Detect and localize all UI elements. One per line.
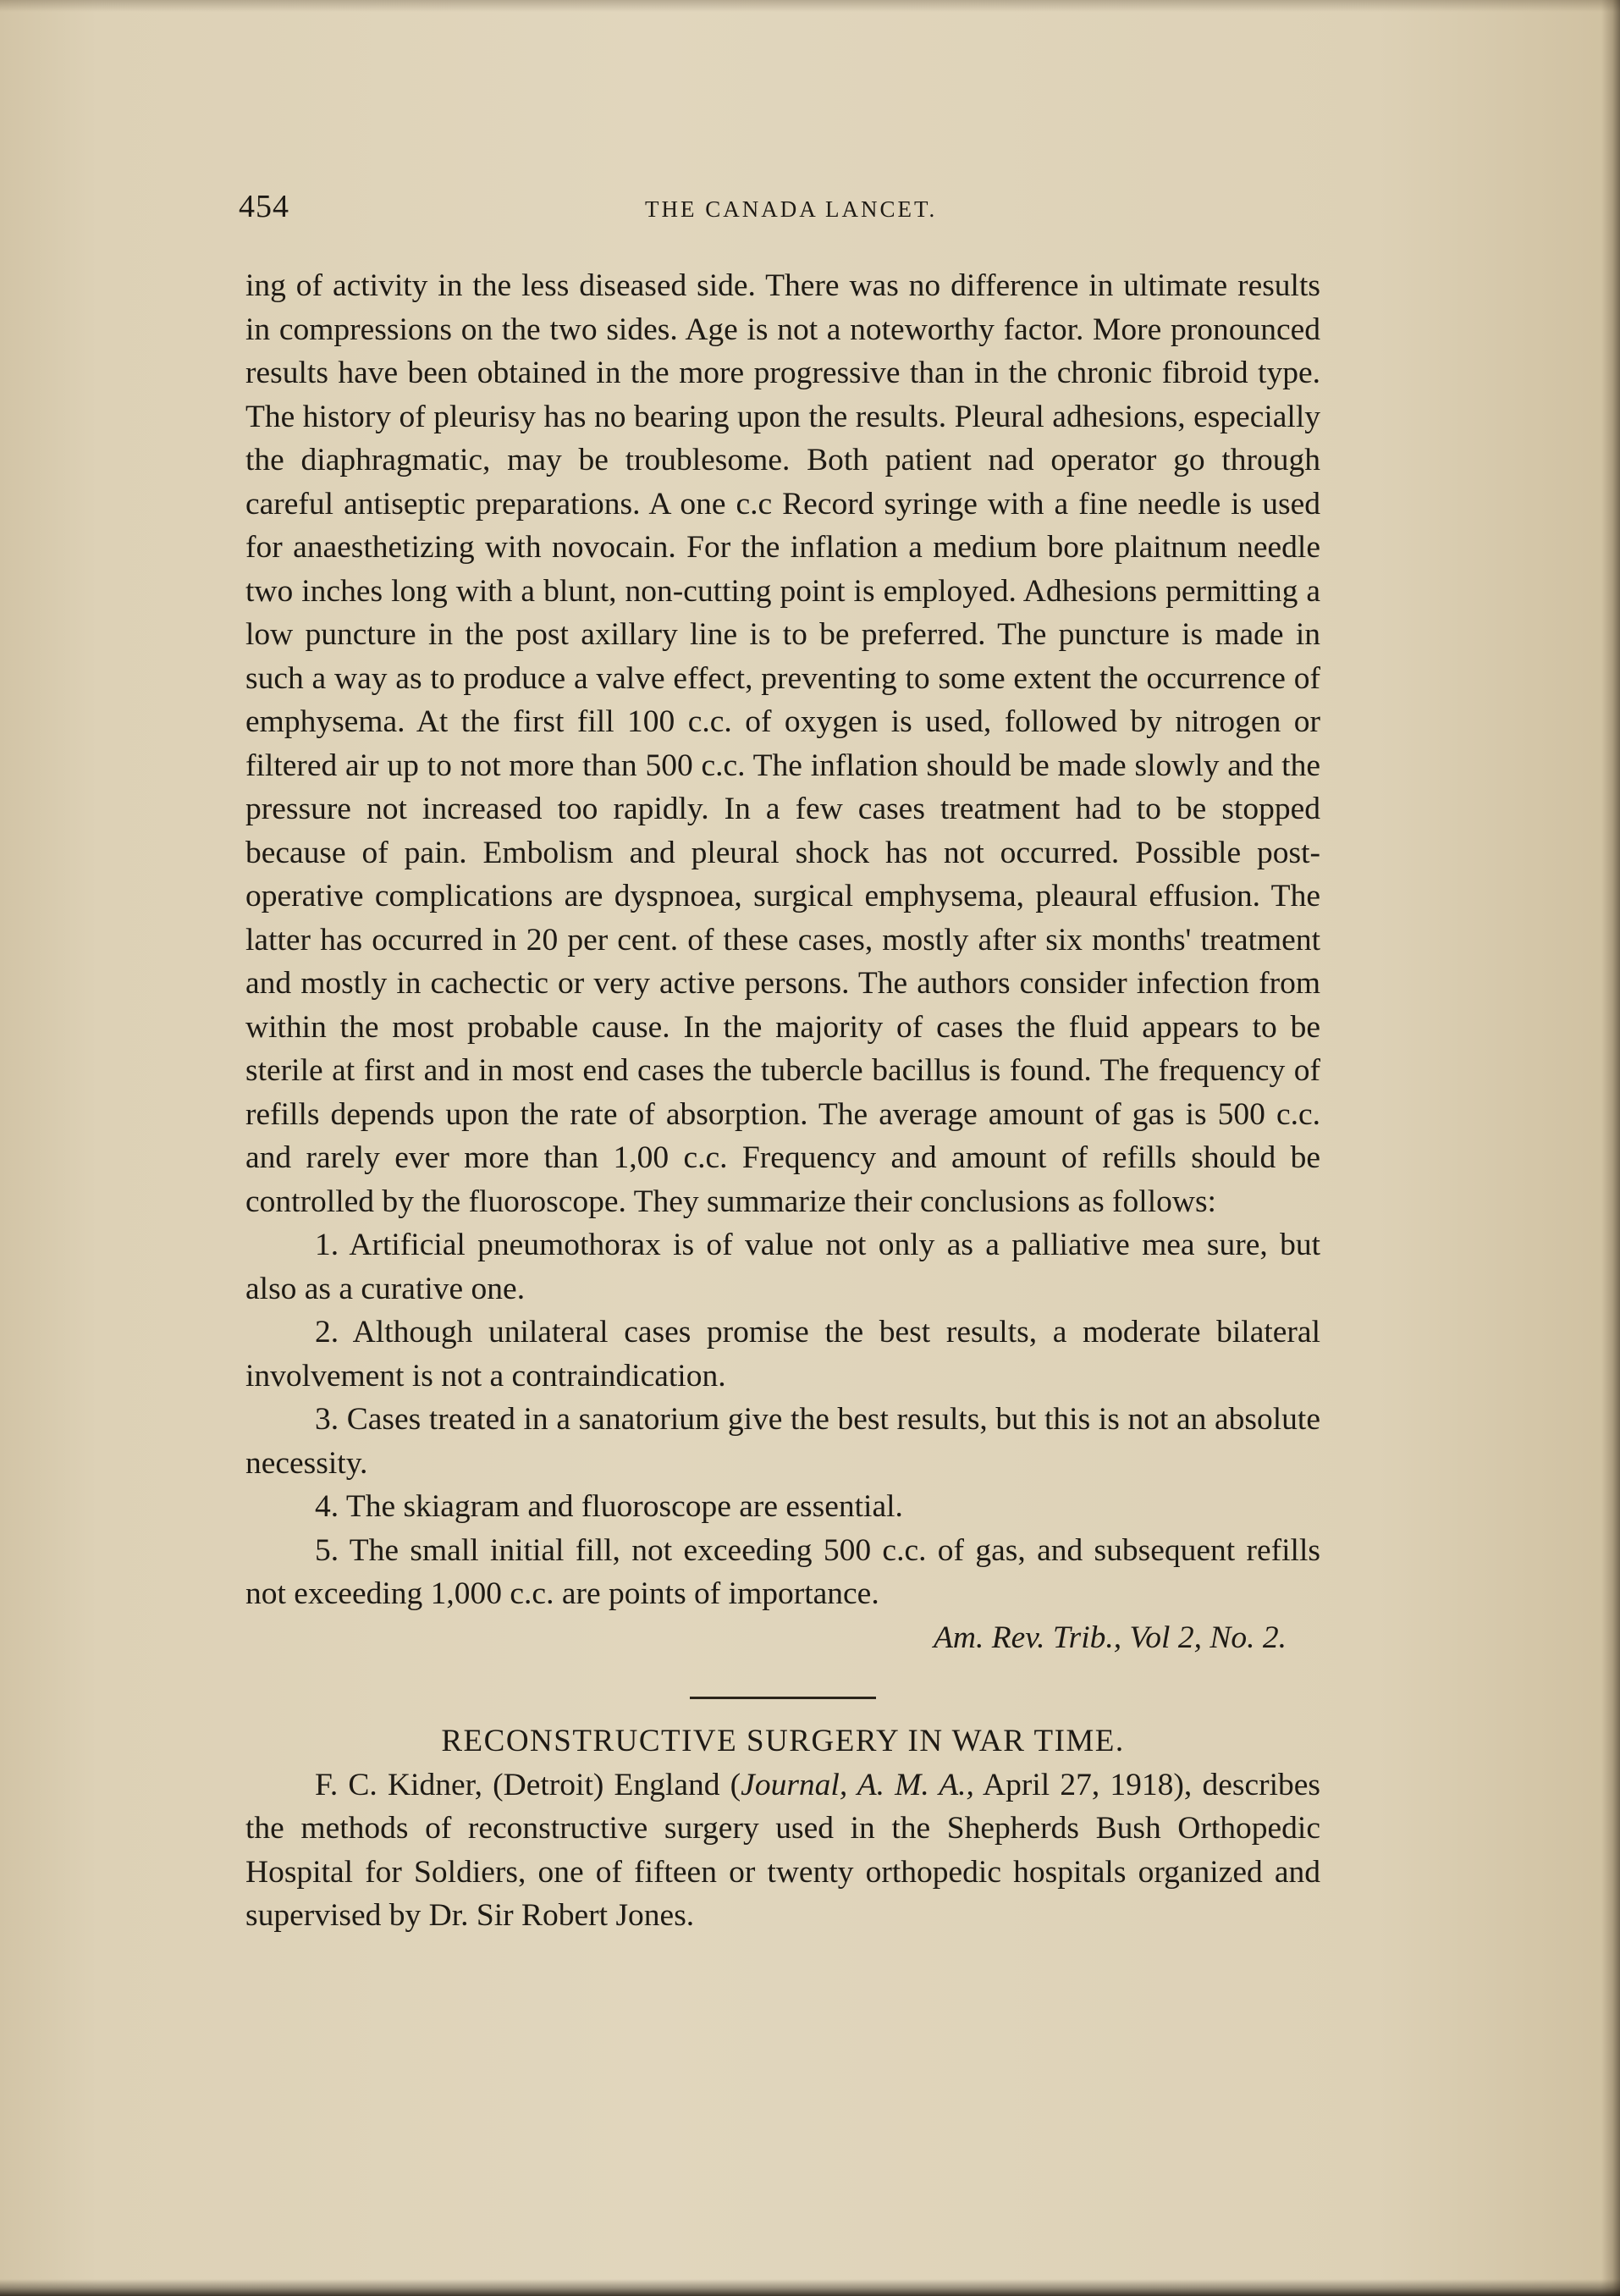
conclusion-item-1: 1. Artificial pneumothorax is of value not only as a palliative mea sure, but also as a curative one. xyxy=(245,1228,1320,1306)
running-head xyxy=(239,188,1322,230)
citation: Am. Rev. Trib., Vol 2, No. 2. xyxy=(933,1620,1287,1655)
page-binding-shadow xyxy=(1601,0,1620,2296)
conclusion-item-5: 5. The small initial fill, not exceeding 500 c.c. of gas, and subsequent refills not exceeding 1,000 c.c. are points of importance. xyxy=(245,1532,1320,1611)
page-number: 454 xyxy=(239,189,289,224)
page-body xyxy=(245,264,1320,1938)
conclusion-item-3: 3. Cases treated in a sanatorium give the best results, but this is not an absolute necessity. xyxy=(245,1402,1320,1481)
page-bottom-edge xyxy=(0,2279,1620,2296)
conclusion-item-2: 2. Although unilateral cases promise the best results, a moderate bilateral involvement is not a contraindication. xyxy=(245,1315,1320,1394)
section-divider xyxy=(690,1697,876,1699)
intro-text-end: April 27, 1918), describes the methods of reconstructive surgery used in the Shepherds Bush Orthopedic Hospital for Soldiers, one of fifteen or twenty orthopedic hospitals organized and supervised by Dr. Sir Robert Jones. xyxy=(245,1767,1320,1933)
article-paragraph: ing of activity in the less diseased side. There was no difference in ultimate results in compressions on the two sides. Age is not a noteworthy factor. More pronounced results have been obtained in the more progressive than in the chronic fibroid type. The history of pleurisy has no bearing upon the results. Pleural adhesions, especially the diaphragmatic, may be troublesome. Both patient nad operator go through careful antiseptic preparations. A one c.c Record syringe with a fine needle is used for anaesthetizing with novocain. For the inflation a medium bore plaitnum needle two inches long with a blunt, non-cutting point is employed. Adhesions permitting a low puncture in the post axillary line is to be preferred. The puncture is made in such a way as to produce a valve effect, preventing to some extent the occurrence of emphysema. At the first fill 100 c.c. of oxygen is used, followed by nitrogen or filtered air up to not more than 500 c.c. The inflation should be made slowly and the pressure not increased too rapidly. In a few cases treatment had to be stopped because of pain. Embolism and pleural shock has not occurred. Possible post-operative complications are dyspnoea, surgical emphysema, pleaural effusion. The latter has occurred in 20 per cent. of these cases, mostly after six months' treatment and mostly in cachectic or very active persons. The authors consider infection from within the most probable cause. In the majority of cases the fluid appears to be sterile at first and in most end cases the tubercle bacillus is found. The frequency of refills depends upon the rate of absorption. The average amount of gas is 500 c.c. and rarely ever more than 1,00 c.c. Frequency and amount of refills should be controlled by the fluoroscope. They summarize their conclusions as follows: xyxy=(245,268,1320,1219)
article-intro-paragraph xyxy=(245,1763,1320,1938)
intro-text-start: F. C. Kidner, (Detroit) England ( xyxy=(315,1767,741,1802)
page-top-shadow xyxy=(0,0,1620,12)
section-heading: RECONSTRUCTIVE SURGERY IN WAR TIME. xyxy=(441,1724,1125,1758)
conclusion-item-4: 4. The skiagram and fluoroscope are essential. xyxy=(315,1489,903,1524)
journal-title: THE CANADA LANCET. xyxy=(645,196,938,222)
journal-reference: Journal, A. M. A., xyxy=(741,1767,974,1802)
